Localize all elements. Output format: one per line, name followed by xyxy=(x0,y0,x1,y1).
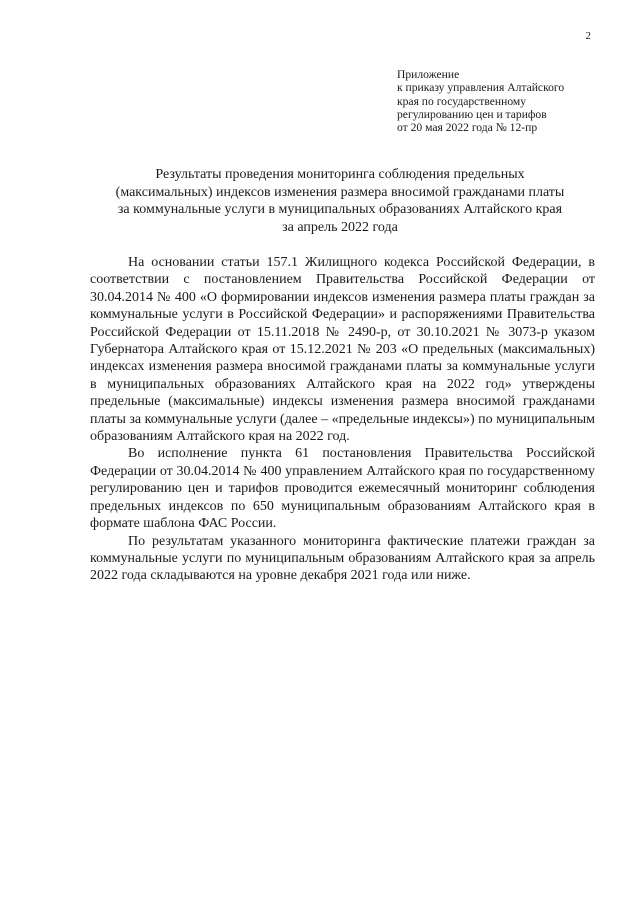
appendix-line: регулированию цен и тарифов xyxy=(397,107,547,121)
document-title xyxy=(60,166,620,236)
body-paragraph: На основании статьи 157.1 Жилищного кодекса Российской Федерации, в соответствии с постановлением Правительства Российской Федерации от 30.04.2014 № 400 «О формировании индексов изменения размера платы граждан за коммунальные услуги в Российской Федерации» и распоряжениями Правительства Российской Федерации от 15.11.2018 № 2490-р, от 30.10.2021 № 3073-р указом Губернатора Алтайского края от 15.12.2021 № 203 «О предельных (максимальных) индексах изменения размера вносимой гражданами платы за коммунальные услуги в муниципальных образованиях Алтайского края на 2022 год» утверждены предельные (максимальные) индексы изменения размера вносимой гражданами платы за коммунальные услуги (далее – «предельные индексы») по муниципальным образованиям Алтайского края на 2022 год. xyxy=(90,255,595,445)
appendix-line: края по государственному xyxy=(397,94,527,108)
appendix-block xyxy=(397,68,617,134)
page-number: 2 xyxy=(585,30,591,42)
appendix-line: к приказу управления Алтайского xyxy=(397,81,565,95)
title-line: за коммунальные услуги в муниципальных образованиях Алтайского края xyxy=(117,202,563,217)
appendix-line: от 20 мая 2022 года № 12-пр xyxy=(397,121,538,135)
body-paragraph: По результатам указанного мониторинга фактические платежи граждан за коммунальные услуги по муниципальным образованиям Алтайского края за апрель 2022 года складываются на уровне декабря 2021 года или ниже. xyxy=(90,533,595,584)
title-line: за апрель 2022 года xyxy=(282,219,398,235)
appendix-line: Приложение xyxy=(397,68,460,81)
document-body xyxy=(90,254,595,585)
title-line: (максимальных) индексов изменения размера вносимой гражданами платы xyxy=(115,184,565,200)
title-line: Результаты проведения мониторинга соблюдения предельных xyxy=(155,167,525,182)
body-paragraph: Во исполнение пункта 61 постановления Правительства Российской Федерации от 30.04.2014 № 400 управлением Алтайского края по государственному регулированию цен и тарифов проводится ежемесячный мониторинг соблюдения предельных индексов по 650 муниципальным образованиям Алтайского края в формате шаблона ФАС России. xyxy=(90,446,595,532)
